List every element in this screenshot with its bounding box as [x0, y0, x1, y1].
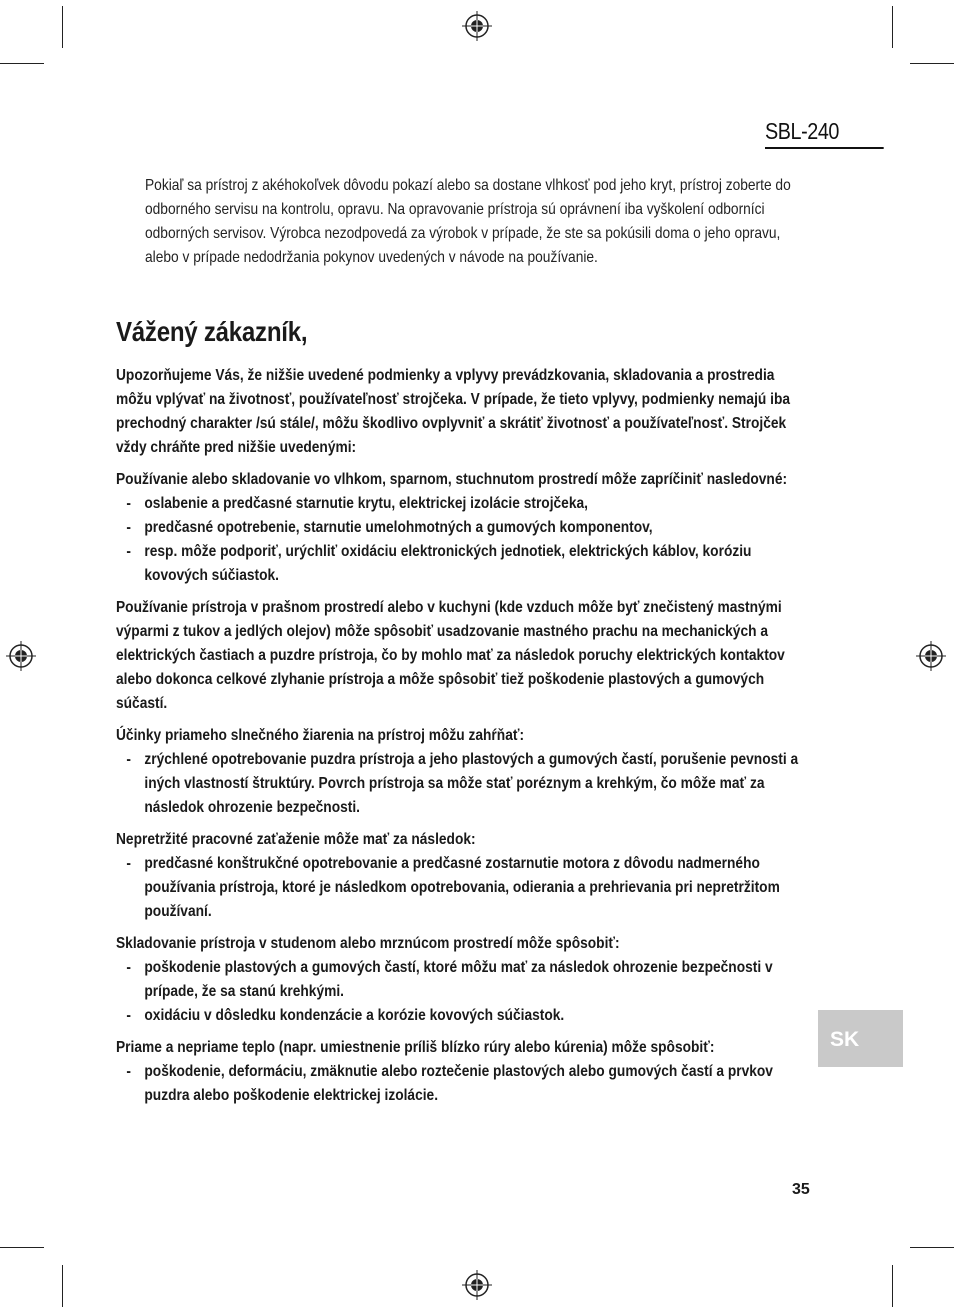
bullet-dash: -	[126, 543, 131, 560]
bullet-list	[116, 1060, 808, 1108]
bullet-dash: -	[126, 495, 131, 512]
list-item	[116, 540, 808, 588]
section-heading: Používanie prístroja v prašnom prostredí alebo v kuchyni (kde vzduch môže byť znečistený mastnými výparmi z tukov a jedlých olejov) môže spôsobiť usadzovanie mastného prachu na mechanických a elektrických častiach a puzdre prístroja, čo by mohlo mať za následok poruchy elektrických kontaktov alebo dokonca celkové zlyhanie prístroja a môže spôsobiť tiež poškodenie plastových a gumových súčastí.	[116, 599, 785, 712]
bullet-dash: -	[126, 959, 131, 976]
list-item	[116, 516, 808, 540]
bullet-list	[116, 852, 808, 924]
list-item-text: resp. môže podporiť, urýchliť oxidáciu elektronických jednotiek, elektrických káblov, koróziu kovových súčiastok.	[144, 543, 752, 584]
list-item-text: poškodenie plastových a gumových častí, ktoré môžu mať za následok ohrozenie bezpečnosti v prípade, že sa stanú krehkými.	[144, 959, 773, 1000]
model-name: SBL-240	[765, 118, 884, 149]
bullet-dash: -	[126, 855, 131, 872]
section	[116, 932, 808, 1028]
bullet-list	[116, 956, 808, 1028]
list-item	[116, 748, 808, 820]
section	[116, 724, 808, 820]
crop-mark	[0, 1247, 44, 1248]
page-title: Vážený zákazník,	[116, 316, 308, 347]
section	[116, 468, 808, 588]
list-item	[116, 852, 808, 924]
registration-mark-icon	[462, 1270, 492, 1300]
list-item	[116, 956, 808, 1004]
section-heading: Priame a nepriame teplo (napr. umiestnenie príliš blízko rúry alebo kúrenia) môže spôsobiť:	[116, 1039, 715, 1056]
registration-mark-icon	[6, 641, 36, 671]
intro-paragraph: Pokiaľ sa prístroj z akéhokoľvek dôvodu pokazí alebo sa dostane vlhkosť pod jeho kryt, prístroj zoberte do odborného servisu na kontrolu, opravu. Na opravovanie prístroja sú oprávnení iba vyškolení odborníci odborných servisov. Výrobca nezodpovedá za výrobok v prípade, že ste sa pokúsili doma o jeho opravu, alebo v prípade nedodržania pokynov uvedených v návode na používanie.	[145, 177, 791, 266]
sections-container	[116, 468, 808, 1108]
section-heading: Skladovanie prístroja v studenom alebo mrznúcom prostredí môže spôsobiť:	[116, 935, 620, 952]
section-heading: Používanie alebo skladovanie vo vlhkom, sparnom, stuchnutom prostredí môže zapríčiniť nasledovné:	[116, 471, 788, 488]
bullet-dash: -	[126, 519, 131, 536]
crop-mark	[62, 1265, 63, 1307]
bullet-list	[116, 748, 808, 820]
list-item-text: predčasné opotrebenie, starnutie umelohmotných a gumových komponentov,	[144, 519, 653, 536]
bullet-list	[116, 492, 808, 588]
main-content	[116, 312, 808, 1116]
bullet-dash: -	[126, 1007, 131, 1024]
section-heading: Nepretržité pracovné zaťaženie môže mať za následok:	[116, 831, 476, 848]
bullet-dash: -	[126, 751, 131, 768]
section	[116, 828, 808, 924]
crop-mark	[0, 63, 44, 64]
list-item-text: poškodenie, deformáciu, zmäknutie alebo roztečenie plastových alebo gumových častí a prvkov puzdra alebo poškodenie elektrickej izolácie.	[144, 1063, 773, 1104]
list-item-text: zrýchlené opotrebovanie puzdra prístroja a jeho plastových a gumových častí, porušenie pevnosti a iných vlastností štruktúry. Povrch prístroja sa môže stať poréznym a krehkým, čo môže mať za následok ohrozenie bezpečnosti.	[144, 751, 799, 816]
crop-mark	[892, 1265, 893, 1307]
crop-mark	[892, 6, 893, 48]
list-item-text: predčasné konštrukčné opotrebovanie a predčasné zostarnutie motora z dôvodu nadmerného používania prístroja, ktoré je následkom opotrebovania, odierania a prehrievania pri nepretržitom používaní.	[144, 855, 780, 920]
list-item	[116, 1060, 808, 1108]
page-number: 35	[792, 1181, 810, 1198]
list-item	[116, 492, 808, 516]
crop-mark	[910, 63, 954, 64]
list-item-text: oxidáciu v dôsledku kondenzácie a korózie kovových súčiastok.	[144, 1007, 565, 1024]
language-tab-label: SK	[830, 1028, 860, 1051]
registration-mark-icon	[462, 11, 492, 41]
registration-mark-icon	[916, 641, 946, 671]
section	[116, 596, 808, 716]
list-item	[116, 1004, 808, 1028]
section	[116, 1036, 808, 1108]
list-item-text: oslabenie a predčasné starnutie krytu, elektrickej izolácie strojčeka,	[144, 495, 588, 512]
lead-paragraph: Upozorňujeme Vás, že nižšie uvedené podmienky a vplyvy prevádzkovania, skladovania a prostredia môžu vplývať na životnosť, používateľnosť strojčeka. V prípade, že tieto vplyvy, podmienky nemajú iba prechodný charakter /sú stále/, môžu škodlivo ovplyvniť a skrátiť životnosť a používateľnosť. Strojček vždy chráňte pred nižšie uvedenými:	[116, 367, 791, 456]
crop-mark	[62, 6, 63, 48]
crop-mark	[910, 1247, 954, 1248]
language-tab	[818, 1010, 903, 1067]
bullet-dash: -	[126, 1063, 131, 1080]
section-heading: Účinky priameho slnečného žiarenia na prístroj môžu zahŕňať:	[116, 727, 525, 744]
